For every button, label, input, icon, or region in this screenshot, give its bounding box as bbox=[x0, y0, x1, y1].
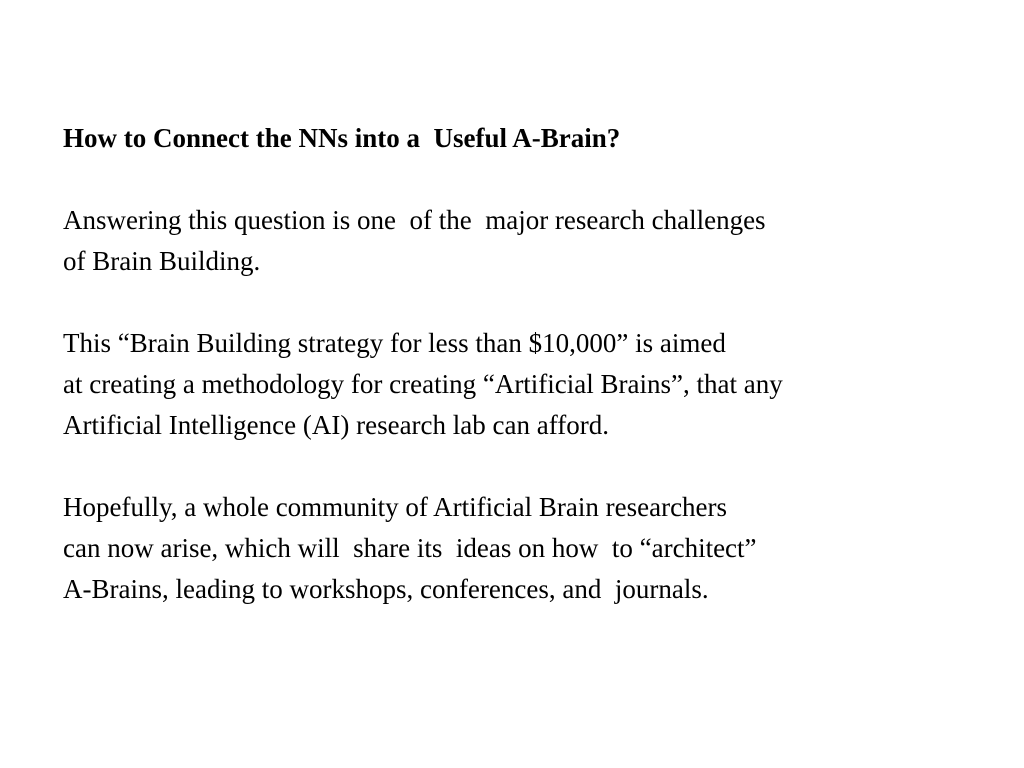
paragraph-line: at creating a methodology for creating “Artificial Brains”, that any bbox=[63, 369, 783, 399]
paragraph-line: Hopefully, a whole community of Artificial Brain researchers bbox=[63, 492, 728, 522]
paragraph-line: of Brain Building. bbox=[63, 246, 261, 276]
paragraph-strategy bbox=[63, 323, 1003, 446]
paragraph-line: This “Brain Building strategy for less than $10,000” is aimed bbox=[63, 328, 726, 358]
paragraph-line: Artificial Intelligence (AI) research lab can afford. bbox=[63, 410, 609, 440]
slide-content bbox=[63, 118, 1003, 610]
paragraph-line: A-Brains, leading to workshops, conferences, and journals. bbox=[63, 574, 709, 604]
paragraph-line: Answering this question is one of the major research challenges bbox=[63, 205, 766, 235]
paragraph-community bbox=[63, 487, 1003, 610]
slide-title: How to Connect the NNs into a Useful A-Brain? bbox=[63, 123, 621, 153]
paragraph-challenge bbox=[63, 200, 1003, 282]
paragraph-line: can now arise, which will share its ideas on how to “architect” bbox=[63, 533, 757, 563]
